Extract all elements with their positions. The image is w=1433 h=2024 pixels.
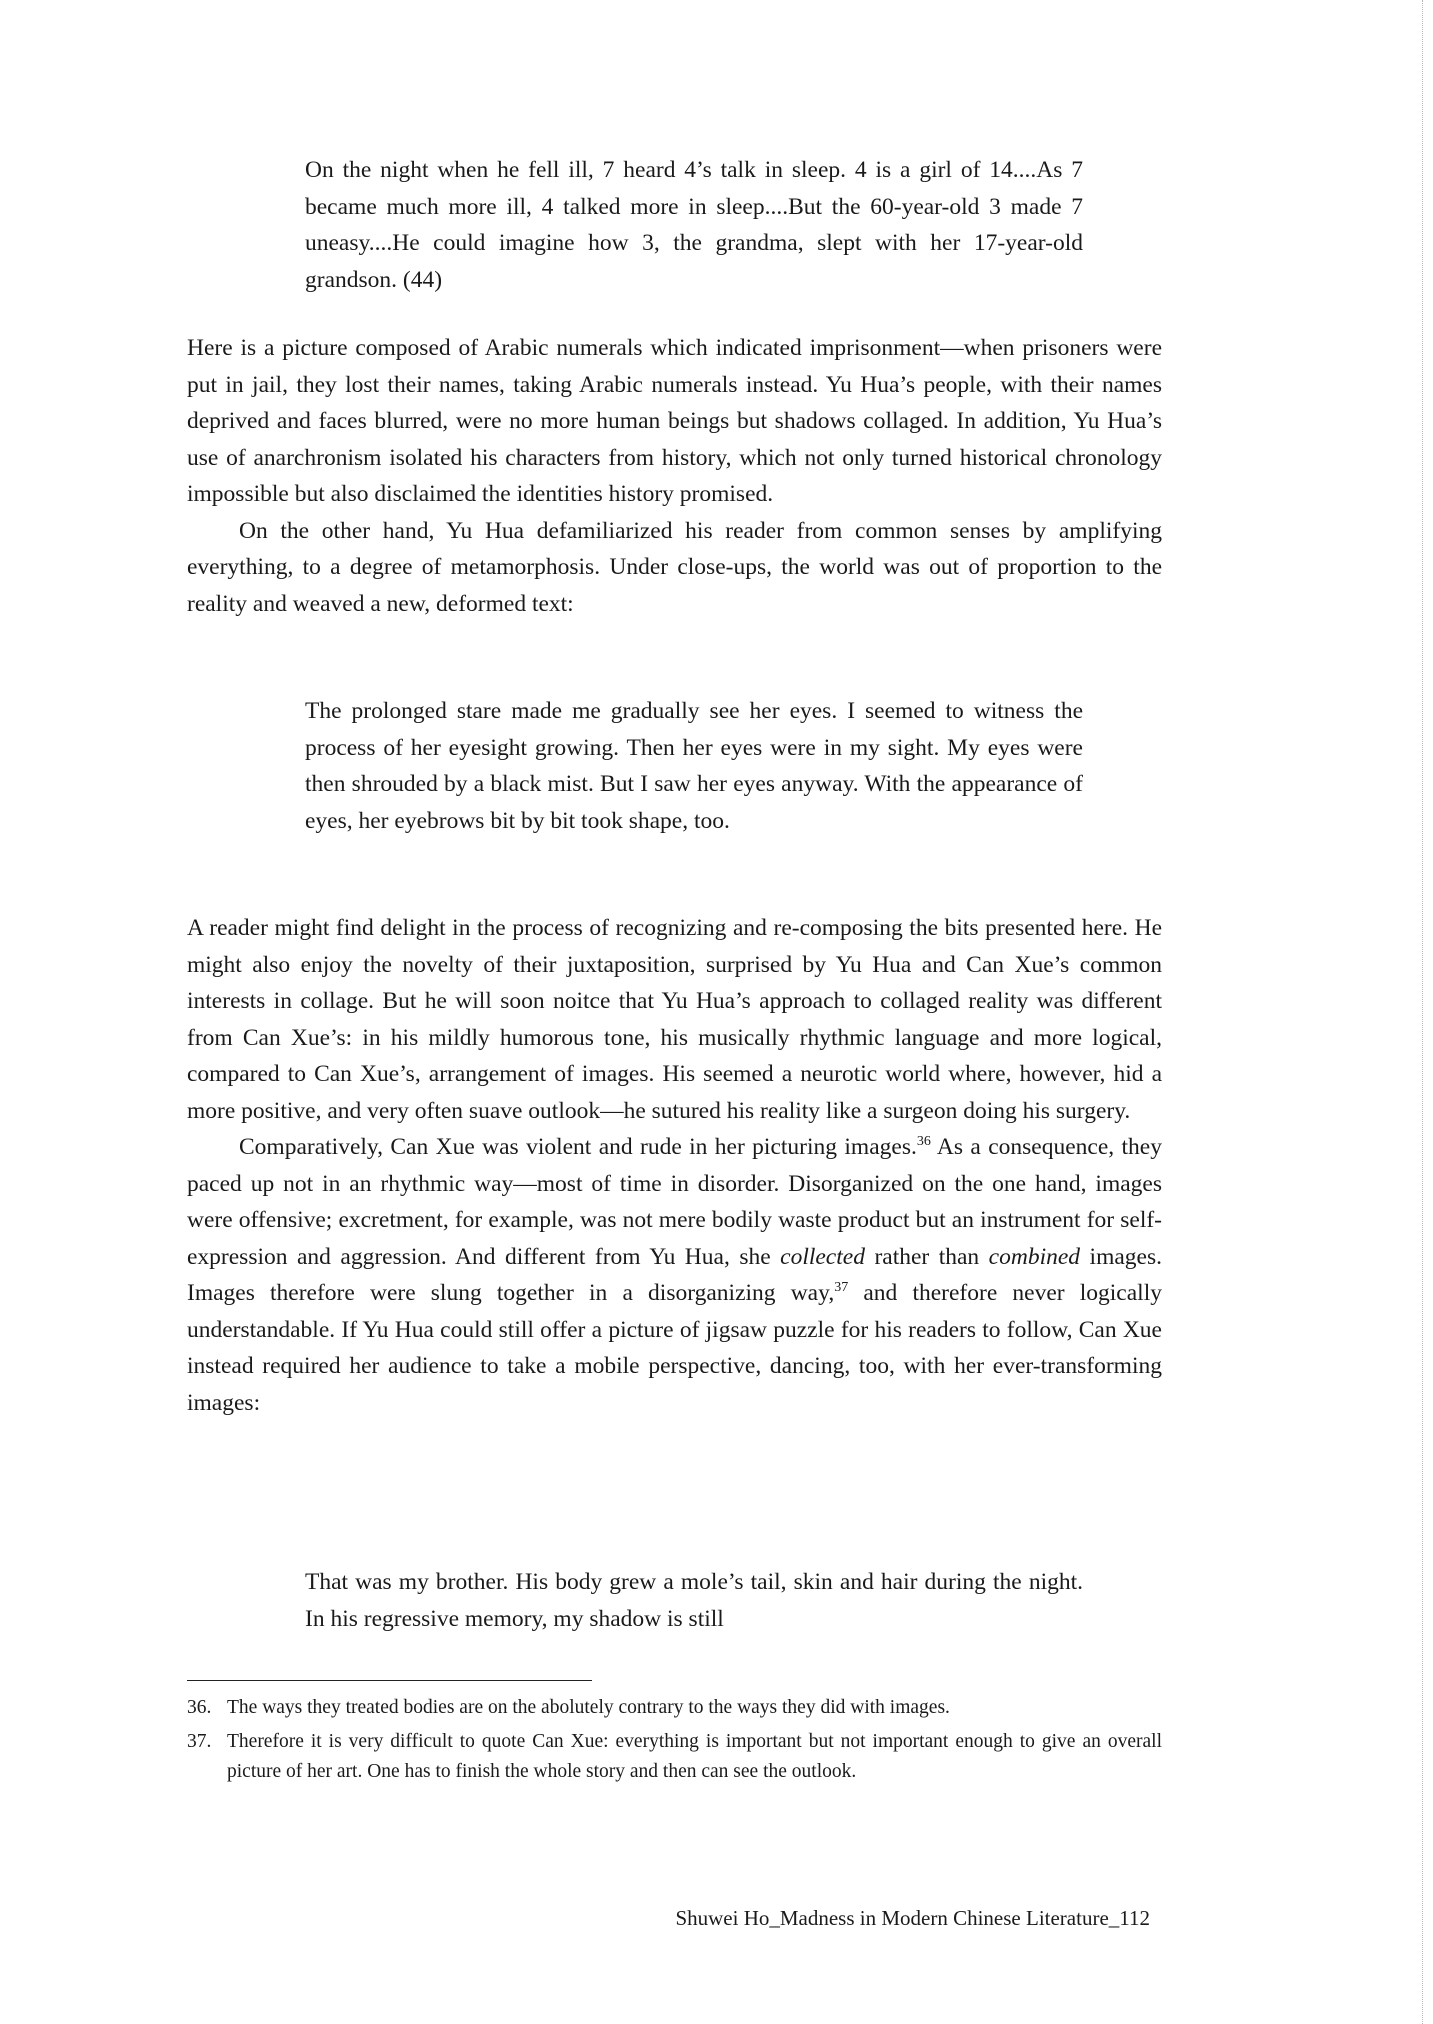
paragraph: Here is a picture composed of Arabic numerals which indicated imprisonment—when prisoners were put in jail, they lost their names, taking Arabic numerals instead. Yu Hua’s people, with their names deprived and faces blurred, were no more human beings but shadows collaged. In addition, Yu Hua’s use of anarchronism isolated his characters from history, which not only turned historical chronology impossible but also disclaimed the identities history promised. <box>187 335 1162 507</box>
paragraph-text: and therefore never logically understandable. If Yu Hua could still offer a picture of jigsaw puzzle for his readers to follow, Can Xue instead required her audience to take a mobile perspective, dancing, too, with her ever-transforming images: <box>187 1280 1162 1416</box>
footnote-36 <box>187 1693 1162 1723</box>
paragraph-text: rather than <box>864 1243 989 1270</box>
footnote-number: 36. <box>187 1697 212 1718</box>
footnotes <box>187 1693 1162 1791</box>
footnote-ref-37[interactable]: 37 <box>834 1280 849 1296</box>
running-footer: Shuwei Ho_Madness in Modern Chinese Literature_112 <box>675 1906 1150 1930</box>
quote-text: That was my brother. His body grew a mole’s tail, skin and hair during the night. In his regressive memory, my shadow is still <box>305 1569 1083 1632</box>
quote-text: On the night when he fell ill, 7 heard 4’s talk in sleep. 4 is a girl of 14....As 7 became much more ill, 4 talked more in sleep....But the 60-year-old 3 made 7 uneasy....He could imagine how 3, the grandma, slept with her 17-year-old grandson. (44) <box>305 157 1083 293</box>
emphasis: combined <box>988 1243 1081 1270</box>
block-quote-2 <box>305 693 1083 839</box>
paragraph: A reader might find delight in the process of recognizing and re-composing the bits presented here. He might also enjoy the novelty of their juxtaposition, surprised by Yu Hua and Can Xue’s common interests in collage. But he will soon noitce that Yu Hua’s approach to collaged reality was different from Can Xue’s: in his mildly humorous tone, his musically rhythmic language and more logical, compared to Can Xue’s, arrangement of images. His seemed a neurotic world where, however, hid a more positive, and very often suave outlook—he sutured his reality like a surgeon doing his surgery. <box>187 915 1162 1124</box>
footnote-text: The ways they treated bodies are on the abolutely contrary to the ways they did with images. <box>227 1697 950 1718</box>
paragraph <box>187 1129 1162 1421</box>
paragraph-text: images. Images therefore were slung together in a disorganizing way, <box>187 1243 1162 1306</box>
paragraph-text: Comparatively, Can Xue was violent and rude in her picturing images. <box>239 1134 917 1160</box>
quote-text: The prolonged stare made me gradually see her eyes. I seemed to witness the process of her eyesight growing. Then her eyes were in my sight. My eyes were then shrouded by a black mist. But I saw her eyes anyway. With the appearance of eyes, her eyebrows bit by bit took shape, too. <box>305 698 1083 834</box>
body-section-1 <box>187 330 1162 622</box>
block-quote-1 <box>305 152 1083 298</box>
paragraph: On the other hand, Yu Hua defamiliarized his reader from common senses by amplifying everything, to a degree of metamorphosis. Under close-ups, the world was out of proportion to the reality and weaved a new, deformed text: <box>187 517 1162 617</box>
body-section-2 <box>187 910 1162 1421</box>
block-quote-3 <box>305 1564 1083 1637</box>
paragraph-text: As a consequence, they paced up not in an rhythmic way—most of time in disorder. Disorganized on the one hand, images were offensive; excretment, for example, was not mere bodily waste product but an instrument for self-expression and aggression. And different from Yu Hua, she <box>187 1134 1162 1270</box>
footnote-37 <box>187 1727 1162 1787</box>
footnote-ref-36[interactable]: 36 <box>916 1134 931 1150</box>
footnote-divider <box>187 1680 592 1681</box>
footnote-text: Therefore it is very difficult to quote Can Xue: everything is important but not important enough to give an overall picture of her art. One has to finish the whole story and then can see the outlook. <box>227 1731 1162 1782</box>
footnote-number: 37. <box>187 1731 212 1752</box>
emphasis: collected <box>780 1243 865 1270</box>
scan-edge <box>1422 0 1423 2024</box>
